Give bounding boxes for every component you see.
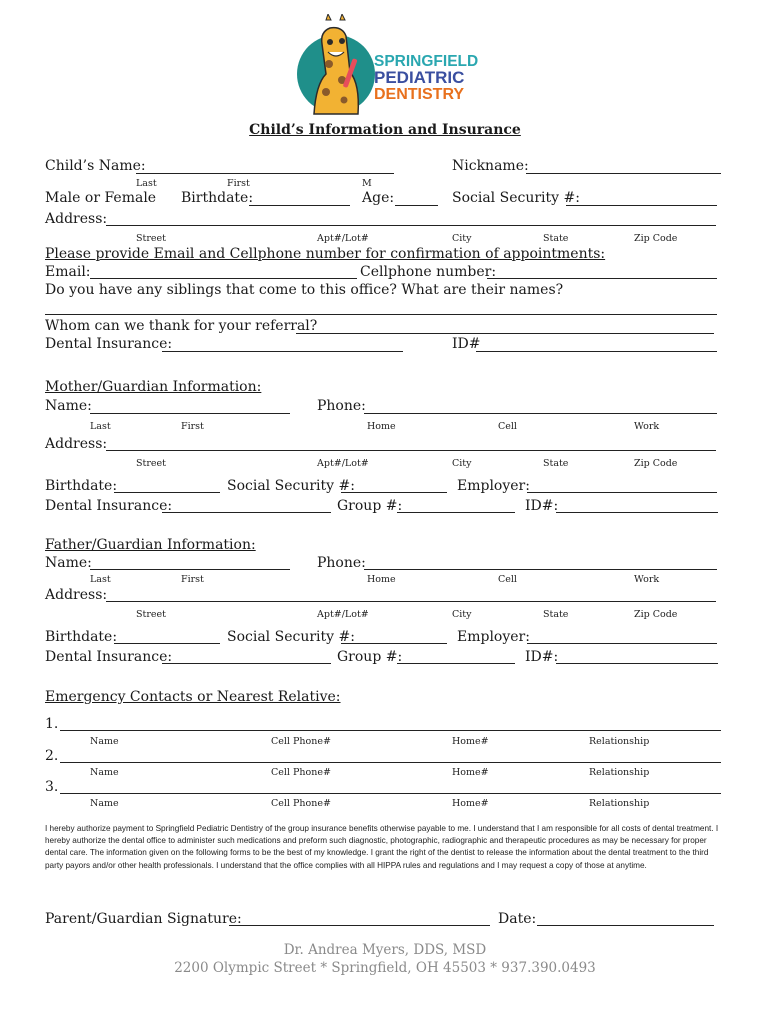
father-sub-home: Home <box>367 574 396 585</box>
emergency-row-num: 2. <box>45 748 59 764</box>
father-ssn-field[interactable] <box>341 643 447 644</box>
father-heading: Father/Guardian Information: <box>45 537 256 553</box>
nickname-field[interactable] <box>526 173 721 174</box>
date-field[interactable] <box>537 925 714 926</box>
child-address-label: Address: <box>45 211 108 227</box>
father-phone-label: Phone: <box>317 555 366 571</box>
child-insurance-label: Dental Insurance: <box>45 336 173 352</box>
father-insurance-label: Dental Insurance: <box>45 649 173 665</box>
siblings-field[interactable] <box>45 314 717 315</box>
father-address-field[interactable] <box>106 601 716 602</box>
father-addr-street: Street <box>136 609 166 620</box>
father-insurance-field[interactable] <box>162 663 331 664</box>
emergency-sub-cell: Cell Phone# <box>271 767 331 778</box>
mother-birthdate-field[interactable] <box>114 492 220 493</box>
emergency-sub-name: Name <box>90 767 119 778</box>
emergency-row-num: 3. <box>45 779 59 795</box>
sex-label[interactable]: Male or Female <box>45 190 157 206</box>
age-field[interactable] <box>395 205 438 206</box>
father-name-field[interactable] <box>90 569 290 570</box>
father-employer-field[interactable] <box>527 643 717 644</box>
emergency-sub-home: Home# <box>452 798 489 809</box>
form-title: Child’s Information and Insurance <box>249 122 521 138</box>
emergency-sub-name: Name <box>90 798 119 809</box>
addr-street: Street <box>136 233 166 244</box>
mother-ssn-label: Social Security #: <box>227 478 355 494</box>
father-id-field[interactable] <box>556 663 718 664</box>
child-birthdate-label: Birthdate: <box>181 190 254 206</box>
mother-sub-first: First <box>181 421 204 432</box>
authorization-text: I hereby authorize payment to Springfield Pediatric Dentistry of the group insurance benefits otherwise payable to me. I understand that I am responsible for all costs of dental treatment. I hereby authorize the dental office to administer such medications and preform such diagnostic, photographic, radiographic and therapeutic procedures as may be necessary for proper dental care. The information given on the following forms to be the best of my knowledge. I grant the right of the dentist to release the information about the dental treatment to the third party payors and/or other health professionals. I understand that the office complies with all HIPPA rules and regulations and I may request a copy of those at anytime. <box>45 824 719 870</box>
child-id-label: ID# <box>452 336 481 352</box>
mother-group-label: Group #: <box>337 498 403 514</box>
father-addr-zip: Zip Code <box>634 609 678 620</box>
father-birthdate-field[interactable] <box>114 643 220 644</box>
child-id-field[interactable] <box>476 351 717 352</box>
emergency-heading: Emergency Contacts or Nearest Relative: <box>45 689 341 705</box>
mother-insurance-field[interactable] <box>162 512 331 513</box>
mother-sub-home: Home <box>367 421 396 432</box>
email-field[interactable] <box>90 278 357 279</box>
logo-line-3: DENTISTRY <box>374 86 465 103</box>
footer-doctor: Dr. Andrea Myers, DDS, MSD <box>283 942 487 958</box>
signature-field[interactable] <box>229 925 490 926</box>
addr-state: State <box>543 233 569 244</box>
mother-birthdate-label: Birthdate: <box>45 478 118 494</box>
child-ssn-label: Social Security #: <box>452 190 580 206</box>
mother-address-field[interactable] <box>106 450 716 451</box>
emergency-sub-name: Name <box>90 736 119 747</box>
mother-addr-state: State <box>543 458 569 469</box>
mother-sub-last: Last <box>90 421 111 432</box>
emergency-sub-cell: Cell Phone# <box>271 798 331 809</box>
footer-address: 2200 Olympic Street * Springfield, OH 45503 * 937.390.0493 <box>174 960 596 976</box>
nickname-label: Nickname: <box>452 158 529 174</box>
addr-zip: Zip Code <box>634 233 678 244</box>
mother-sub-cell: Cell <box>498 421 517 432</box>
mother-name-field[interactable] <box>90 413 290 414</box>
child-name-field[interactable] <box>136 173 394 174</box>
mother-sub-work: Work <box>634 421 660 432</box>
mother-addr-apt: Apt#/Lot# <box>317 458 369 469</box>
father-birthdate-label: Birthdate: <box>45 629 118 645</box>
emergency-sub-home: Home# <box>452 767 489 778</box>
sub-last: Last <box>136 178 157 189</box>
giraffe-logo-icon <box>296 14 376 120</box>
mother-id-field[interactable] <box>556 512 718 513</box>
mother-employer-field[interactable] <box>527 492 717 493</box>
mother-phone-field[interactable] <box>364 413 717 414</box>
mother-group-field[interactable] <box>397 512 515 513</box>
father-id-label: ID#: <box>525 649 559 665</box>
referral-field[interactable] <box>296 333 714 334</box>
father-name-label: Name: <box>45 555 92 571</box>
father-addr-city: City <box>452 609 472 620</box>
father-addr-apt: Apt#/Lot# <box>317 609 369 620</box>
siblings-question: Do you have any siblings that come to this office? What are their names? <box>45 282 564 298</box>
child-birthdate-field[interactable] <box>249 205 350 206</box>
addr-apt: Apt#/Lot# <box>317 233 369 244</box>
emergency-sub-relationship: Relationship <box>589 736 650 747</box>
contact-notice: Please provide Email and Cellphone number for confirmation of appointments: <box>45 246 606 262</box>
cellphone-label: Cellphone number: <box>360 264 497 280</box>
father-phone-field[interactable] <box>364 569 717 570</box>
emergency-sub-cell: Cell Phone# <box>271 736 331 747</box>
mother-address-label: Address: <box>45 436 108 452</box>
father-sub-work: Work <box>634 574 660 585</box>
mother-heading: Mother/Guardian Information: <box>45 379 262 395</box>
father-sub-cell: Cell <box>498 574 517 585</box>
sub-first: First <box>227 178 250 189</box>
emergency-sub-relationship: Relationship <box>589 767 650 778</box>
child-name-label: Child’s Name: <box>45 158 146 174</box>
signature-label: Parent/Guardian Signature: <box>45 911 242 927</box>
referral-label: Whom can we thank for your referral? <box>45 318 318 334</box>
father-employer-label: Employer: <box>457 629 530 645</box>
email-label: Email: <box>45 264 91 280</box>
cellphone-field[interactable] <box>487 278 717 279</box>
logo-line-2: PEDIATRIC <box>374 68 465 87</box>
father-sub-first: First <box>181 574 204 585</box>
mother-name-label: Name: <box>45 398 92 414</box>
mother-addr-street: Street <box>136 458 166 469</box>
emergency-row-field[interactable] <box>60 762 721 763</box>
logo-line-1: SPRINGFIELD <box>374 53 479 70</box>
child-ssn-field[interactable] <box>566 205 717 206</box>
father-group-label: Group #: <box>337 649 403 665</box>
date-label: Date: <box>498 911 537 927</box>
emergency-sub-relationship: Relationship <box>589 798 650 809</box>
mother-addr-city: City <box>452 458 472 469</box>
mother-ssn-field[interactable] <box>341 492 447 493</box>
mother-employer-label: Employer: <box>457 478 530 494</box>
mother-addr-zip: Zip Code <box>634 458 678 469</box>
emergency-row-num: 1. <box>45 716 59 732</box>
logo <box>296 14 479 120</box>
emergency-row-field[interactable] <box>60 730 721 731</box>
father-ssn-label: Social Security #: <box>227 629 355 645</box>
mother-id-label: ID#: <box>525 498 559 514</box>
father-addr-state: State <box>543 609 569 620</box>
mother-phone-label: Phone: <box>317 398 366 414</box>
age-label: Age: <box>362 190 395 206</box>
child-address-field[interactable] <box>106 225 716 226</box>
emergency-sub-home: Home# <box>452 736 489 747</box>
child-insurance-field[interactable] <box>162 351 403 352</box>
father-group-field[interactable] <box>397 663 515 664</box>
addr-city: City <box>452 233 472 244</box>
father-sub-last: Last <box>90 574 111 585</box>
mother-insurance-label: Dental Insurance: <box>45 498 173 514</box>
father-address-label: Address: <box>45 587 108 603</box>
sub-m: M <box>362 178 372 189</box>
emergency-row-field[interactable] <box>60 793 721 794</box>
